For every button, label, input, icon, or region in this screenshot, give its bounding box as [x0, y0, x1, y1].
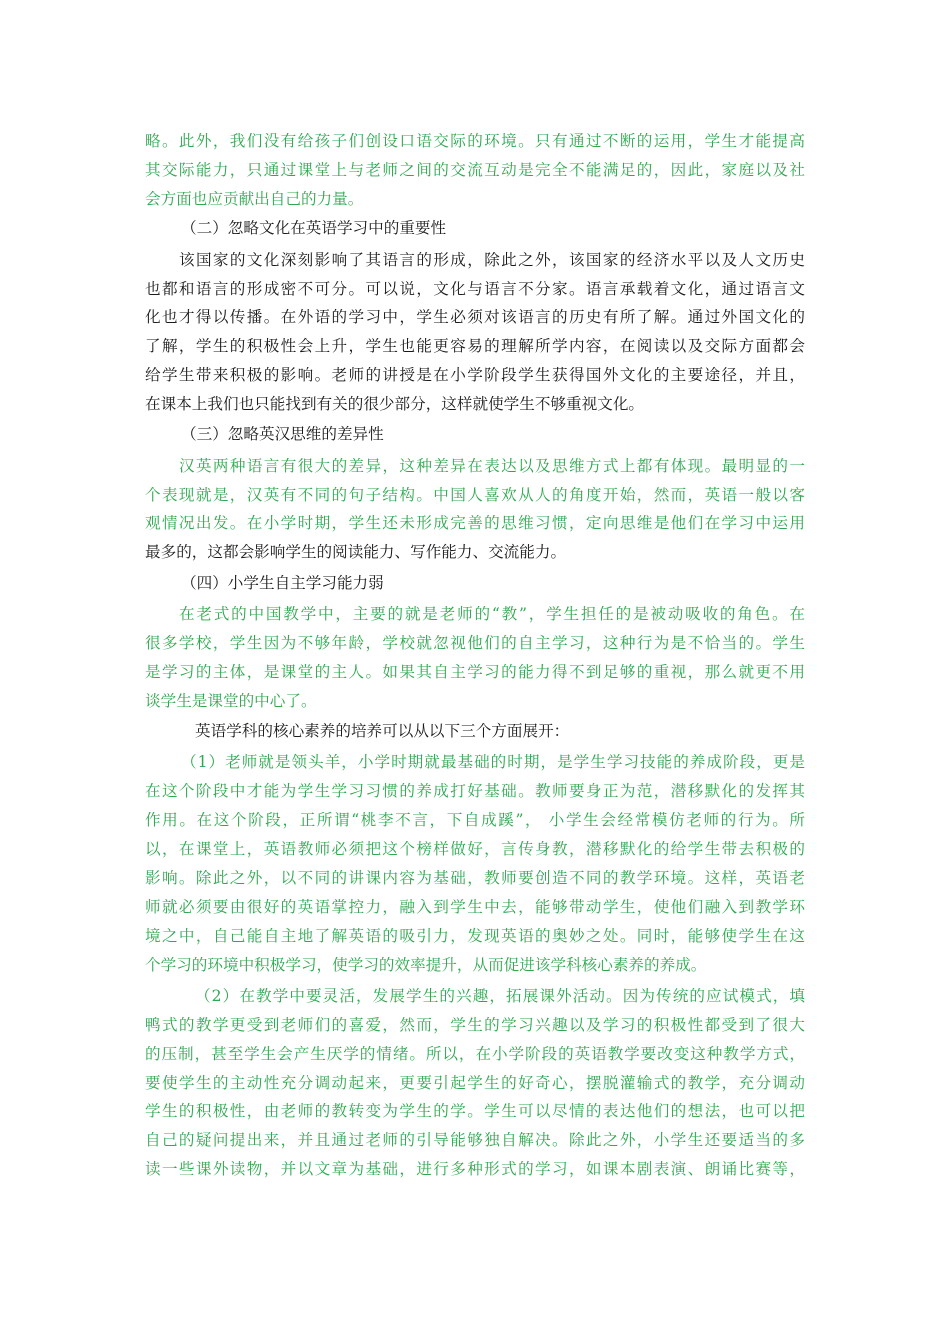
text-line: 略。此外，我们没有给孩子们创设口语交际的环境。只有通过不断的运用，学生才能提高	[145, 132, 805, 150]
text-line: 是学习的主体，是课堂的主人。如果其自主学习的能力得不到足够的重视，那么就更不用	[145, 663, 805, 681]
text-line: 谈学生是课堂的中心了。	[145, 692, 317, 710]
text-line: 该国家的文化深刻影响了其语言的形成，除此之外，该国家的经济水平以及人文历史	[179, 251, 805, 269]
intro-line: 英语学科的核心素养的培养可以从以下三个方面展开：	[195, 722, 570, 740]
text-line: 个学习的环境中积极学习，使学习的效率提升，从而促进该学科核心素养的养成。	[145, 956, 707, 974]
text-line: 要使学生的主动性充分调动起来，更要引起学生的好奇心，摆脱灌输式的教学，充分调动	[145, 1074, 805, 1092]
text-line: 学生的积极性，由老师的教转变为学生的学。学生可以尽情的表达他们的想法，也可以把	[145, 1102, 805, 1120]
text-line: 也都和语言的形成密不可分。可以说，文化与语言不分家。语言承载着文化，通过语言文	[145, 280, 805, 298]
text-line: 自己的疑问提出来，并且通过老师的引导能够独自解决。除此之外，小学生还要适当的多	[145, 1131, 805, 1149]
text-line: 汉英两种语言有很大的差异，这种差异在表达以及思维方式上都有体现。最明显的一	[179, 457, 805, 475]
text-line: 了解，学生的积极性会上升，学生也能更容易的理解所学内容，在阅读以及交际方面都会	[145, 337, 805, 355]
text-line: 影响。除此之外，以不同的讲课内容为基础，教师要创造不同的教学环境。这样，英语老	[145, 869, 805, 887]
section-heading: （四）小学生自主学习能力弱	[181, 574, 384, 592]
text-line: （2）在教学中要灵活，发展学生的兴趣，拓展课外活动。因为传统的应试模式，填	[195, 987, 805, 1005]
text-line: 作用。在这个阶段，正所谓“桃李不言，下自成蹊”， 小学生会经常模仿老师的行为。所	[145, 811, 805, 829]
text-line: 的压制，甚至学生会产生厌学的情绪。所以，在小学阶段的英语教学要改变这种教学方式，	[145, 1045, 805, 1063]
text-line: 观情况出发。在小学时期，学生还未形成完善的思维习惯，定向思维是他们在学习中运用	[145, 514, 805, 532]
text-line: （1）老师就是领头羊，小学时期就最基础的时期，是学生学习技能的养成阶段，更是	[181, 753, 805, 771]
text-line: 化也才得以传播。在外语的学习中，学生必须对该语言的历史有所了解。通过外国文化的	[145, 308, 805, 326]
text-line: 境之中，自己能自主地了解英语的吸引力，发现英语的奥妙之处。同时，能够使学生在这	[145, 927, 805, 945]
text-line: 在课本上我们也只能找到有关的很少部分，这样就使学生不够重视文化。	[145, 395, 645, 413]
text-line: 在老式的中国教学中，主要的就是老师的“教”，学生担任的是被动吸收的角色。在	[179, 605, 805, 623]
text-line: 师就必须要由很好的英语掌控力，融入到学生中去，能够带动学生，使他们融入到教学环	[145, 898, 805, 916]
section-heading: （二）忽略文化在英语学习中的重要性	[181, 219, 447, 237]
text-line: 读一些课外读物，并以文章为基础，进行多种形式的学习，如课本剧表演、朗诵比赛等，	[145, 1160, 805, 1178]
text-line: 其交际能力，只通过课堂上与老师之间的交流互动是完全不能满足的，因此，家庭以及社	[145, 161, 805, 179]
text-line: 在这个阶段中才能为学生学习习惯的养成打好基础。教师要身正为范，潜移默化的发挥其	[145, 782, 805, 800]
text-line: 给学生带来积极的影响。老师的讲授是在小学阶段学生获得国外文化的主要途径，并且，	[145, 366, 805, 384]
text-line: 以，在课堂上，英语教师必须把这个榜样做好，言传身教，潜移默化的给学生带去积极的	[145, 840, 805, 858]
text-line: 很多学校，学生因为不够年龄，学校就忽视他们的自主学习，这种行为是不恰当的。学生	[145, 634, 805, 652]
text-line: 最多的，这都会影响学生的阅读能力、写作能力、交流能力。	[145, 543, 567, 561]
section-heading: （三）忽略英汉思维的差异性	[181, 425, 384, 443]
text-line: 个表现就是，汉英有不同的句子结构。中国人喜欢从人的角度开始，然而，英语一般以客	[145, 486, 805, 504]
text-line: 会方面也应贡献出自己的力量。	[145, 190, 364, 208]
text-line: 鸭式的教学更受到老师们的喜爱，然而，学生的学习兴趣以及学习的积极性都受到了很大	[145, 1016, 805, 1034]
